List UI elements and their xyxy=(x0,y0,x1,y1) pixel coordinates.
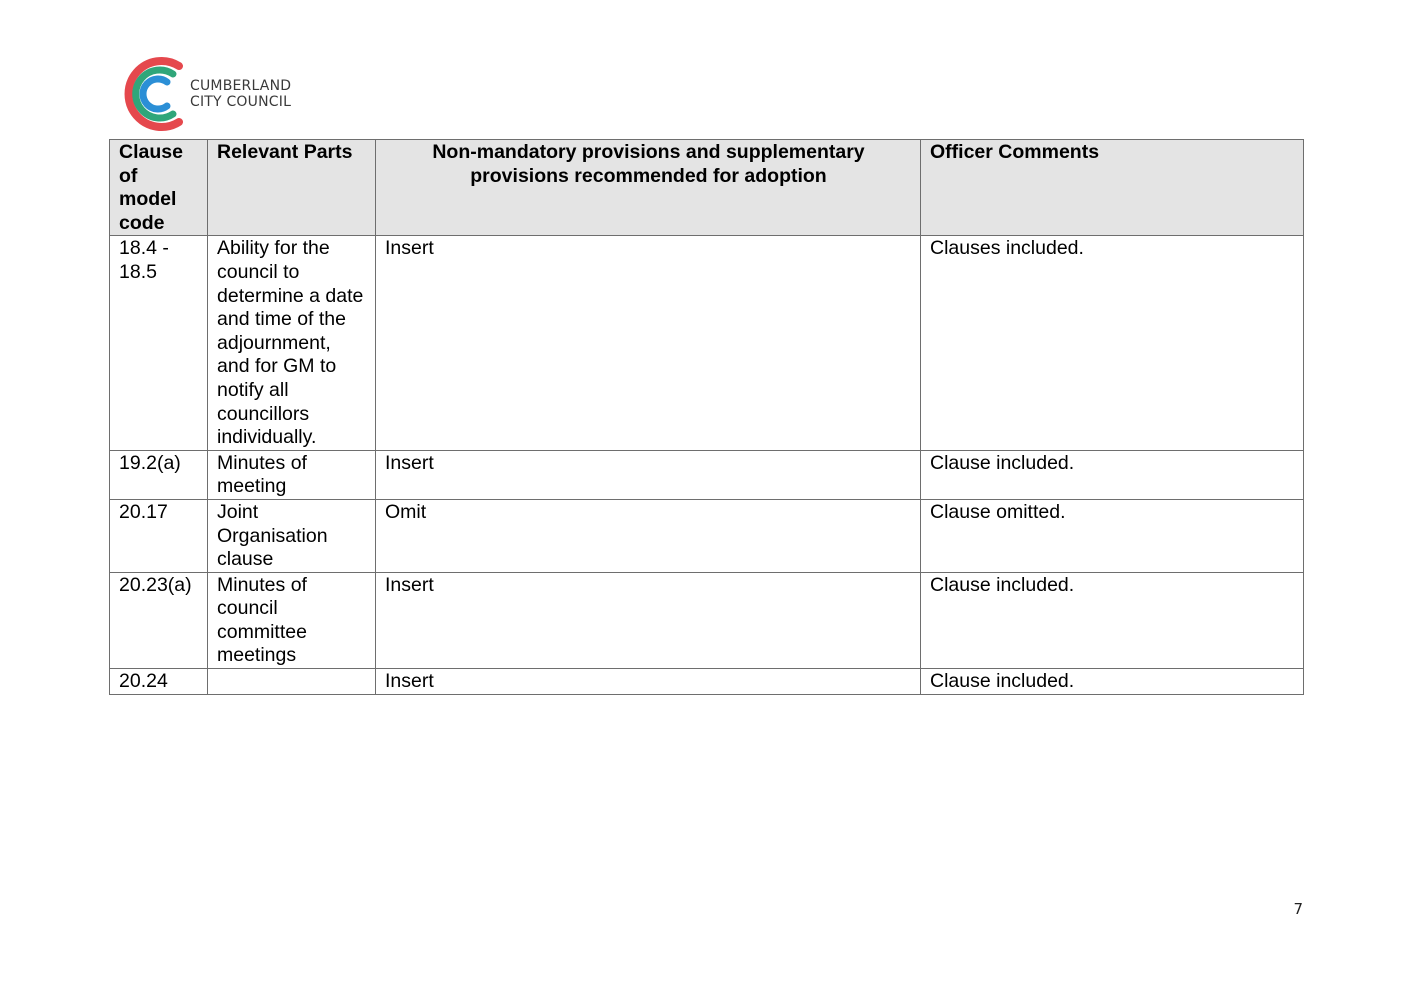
cell-relevant-parts xyxy=(208,669,376,695)
header-officer-comments: Officer Comments xyxy=(921,140,1304,236)
cell-comment: Clause omitted. xyxy=(921,499,1304,572)
header-provisions: Non-mandatory provisions and supplementary provisions recommended for adoption xyxy=(376,140,921,236)
cell-clause: 20.24 xyxy=(110,669,208,695)
cell-comment: Clause included. xyxy=(921,572,1304,668)
table-row xyxy=(110,669,1304,695)
cell-provision: Omit xyxy=(376,499,921,572)
header-relevant-parts: Relevant Parts xyxy=(208,140,376,236)
cell-clause: 18.4 - 18.5 xyxy=(110,236,208,450)
table-row xyxy=(110,572,1304,668)
table-row xyxy=(110,450,1304,499)
cell-relevant-parts: Minutes of meeting xyxy=(208,450,376,499)
provisions-table xyxy=(109,139,1304,695)
cell-relevant-parts: Ability for the council to determine a date and time of the adjournment, and for GM to notify all councillors individually. xyxy=(208,236,376,450)
cell-comment: Clause included. xyxy=(921,669,1304,695)
cell-provision: Insert xyxy=(376,450,921,499)
cell-comment: Clauses included. xyxy=(921,236,1304,450)
council-logo xyxy=(114,52,314,136)
council-logo-icon xyxy=(114,52,190,136)
council-name-line1: CUMBERLAND xyxy=(190,78,292,94)
cell-provision: Insert xyxy=(376,669,921,695)
council-name xyxy=(190,78,291,110)
table-row xyxy=(110,499,1304,572)
council-name-line2: CITY COUNCIL xyxy=(190,94,292,110)
table-header-row xyxy=(110,140,1304,236)
cell-relevant-parts: Minutes of council committee meetings xyxy=(208,572,376,668)
cell-clause: 20.23(a) xyxy=(110,572,208,668)
cell-comment: Clause included. xyxy=(921,450,1304,499)
cell-provision: Insert xyxy=(376,572,921,668)
page-number: 7 xyxy=(1293,900,1303,918)
header-clause: Clause of model code xyxy=(110,140,208,236)
cell-provision: Insert xyxy=(376,236,921,450)
table-row xyxy=(110,236,1304,450)
cell-clause: 20.17 xyxy=(110,499,208,572)
cell-clause: 19.2(a) xyxy=(110,450,208,499)
cell-relevant-parts: Joint Organisation clause xyxy=(208,499,376,572)
